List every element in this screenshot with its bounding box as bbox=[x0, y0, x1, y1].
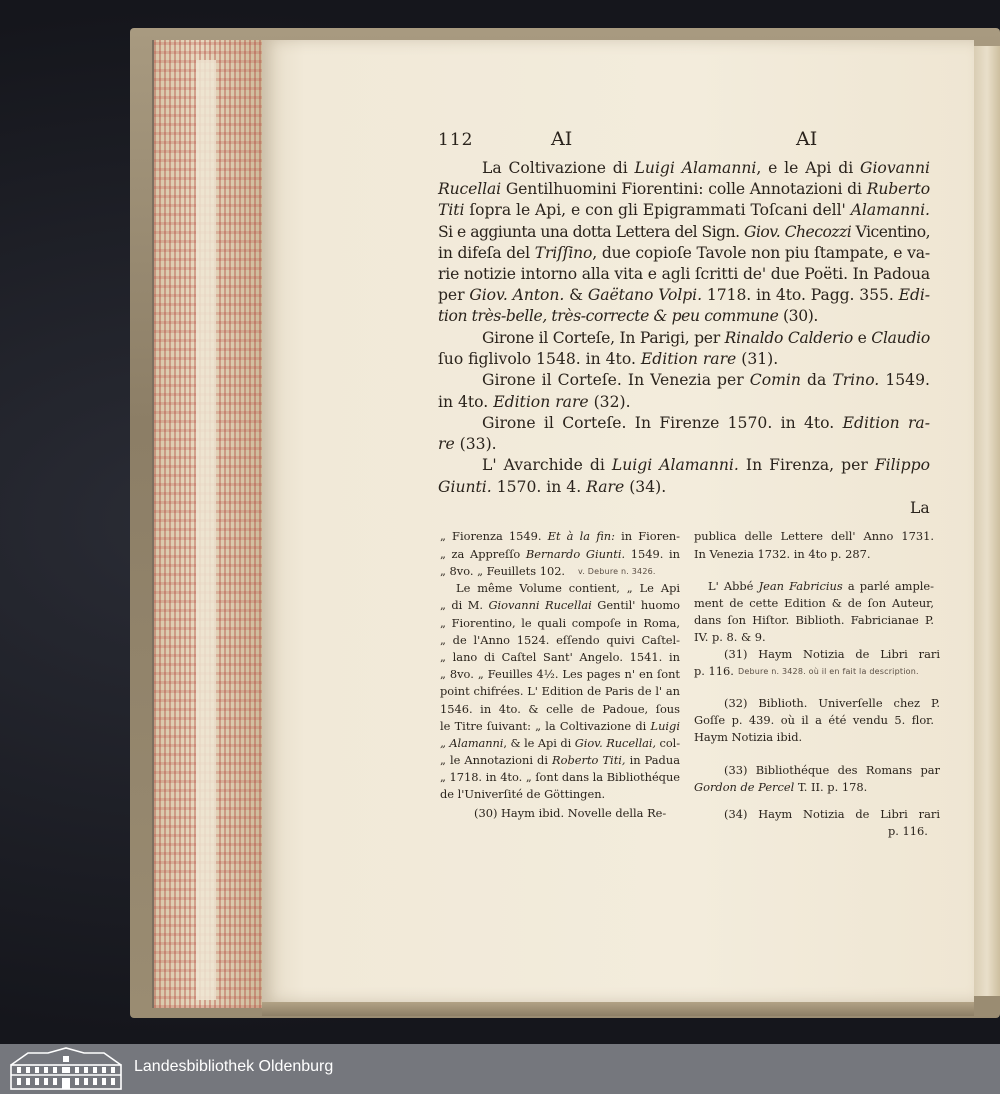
footnote-right-segment: In Venezia 1732. in 4to p. 287. bbox=[694, 547, 871, 561]
main-text-segment: (34). bbox=[624, 478, 667, 496]
footnote-left-line bbox=[440, 546, 680, 564]
footnote-right-segment: T. II. p. 178. bbox=[794, 780, 868, 794]
main-text-segment: e bbox=[852, 329, 872, 347]
main-text-segment: Si e aggiunta una dotta Lettera del Sign. bbox=[438, 223, 745, 241]
footnote-left-segment: „ Fiorenza 1549. bbox=[440, 529, 548, 543]
main-text-line bbox=[438, 306, 818, 327]
main-text-segment: Gaëtano Volpi. bbox=[587, 286, 702, 304]
main-text-segment: per bbox=[438, 286, 470, 304]
footnote-right-line bbox=[694, 629, 766, 647]
main-text-segment: Giov. Checozzi bbox=[744, 223, 852, 241]
footnote-right-segment: (34) Haym Notizia de Libri rari bbox=[724, 807, 940, 821]
main-text-segment: Rinaldo Calderio bbox=[724, 329, 853, 347]
footnote-left-line bbox=[440, 615, 680, 633]
footnote-left-segment: „ lano di Caſtel Sant' Angelo. 1541. in bbox=[440, 650, 680, 664]
footnote-left-segment: „ 1718. in 4to. „ ſont dans la Bibliothéque bbox=[440, 770, 680, 784]
main-text-segment: Vicentino, bbox=[851, 223, 931, 241]
footnote-right-segment: p. 116. bbox=[694, 664, 734, 678]
footnote-right-line bbox=[694, 663, 734, 681]
main-text-line bbox=[438, 243, 930, 264]
footnote-left-line bbox=[440, 666, 680, 684]
footnote-left-segment: „ 8vo. „ Feuilles 4½. Les pages n' en ſont bbox=[440, 667, 680, 681]
footnote-right-line bbox=[694, 729, 802, 747]
main-text-segment: Luigi Alamanni bbox=[634, 159, 757, 177]
footnote-right-segment: (31) Haym Notizia de Libri rari bbox=[724, 647, 940, 661]
main-text-segment: La bbox=[910, 499, 930, 517]
main-text-segment: ſopra le Api, e con gli Epigrammati Toſcani dell' bbox=[464, 201, 851, 219]
main-text-segment: Claudio bbox=[871, 329, 931, 347]
footnote-left-segment: „ le Annotazioni di bbox=[440, 753, 553, 767]
main-text-segment: , e le Api di bbox=[756, 159, 860, 177]
main-text-segment: in 4to. bbox=[438, 393, 494, 411]
footnote-left-line bbox=[456, 580, 680, 598]
footnote-left-segment: „ 8vo. „ Feuillets 102. bbox=[440, 564, 566, 578]
footnote-left-line bbox=[440, 528, 680, 546]
main-text-line bbox=[482, 328, 930, 349]
main-text-segment: Luigi Alamanni. bbox=[611, 456, 739, 474]
main-text-line bbox=[910, 498, 930, 519]
main-text-segment: da bbox=[800, 371, 833, 389]
main-text-segment: (30). bbox=[778, 307, 818, 325]
footnote-left-segment: „ di M. bbox=[440, 598, 489, 612]
footnote-left-line bbox=[440, 769, 680, 787]
main-text-segment: Giovanni bbox=[859, 159, 930, 177]
footnote-left-segment: Et à la fin: bbox=[547, 529, 615, 543]
page-number: 112 bbox=[438, 130, 474, 150]
main-text-segment: Rare bbox=[586, 478, 625, 496]
footnote-left-segment: Luigi bbox=[650, 719, 680, 733]
main-text-segment: Rucellai bbox=[438, 180, 502, 198]
main-text-line bbox=[438, 434, 497, 455]
main-text-line bbox=[438, 200, 930, 221]
footnote-right-segment: ment de cette Edition & de ſon Auteur, bbox=[694, 596, 934, 610]
main-text-line bbox=[438, 477, 666, 498]
main-text-line bbox=[438, 179, 930, 200]
page-edge-leaf bbox=[196, 60, 216, 1000]
footnote-right-segment: Gordon de Percel bbox=[694, 780, 795, 794]
footnote-right-segment: a parlé ample- bbox=[842, 579, 934, 593]
main-text-line bbox=[438, 285, 930, 306]
footnote-left-segment: „ Alamanni bbox=[440, 736, 504, 750]
bottom-board bbox=[262, 1000, 974, 1016]
footnote-right-segment: p. 116. bbox=[888, 824, 928, 838]
footnote-left-segment: Bernardo Giunti. bbox=[525, 547, 626, 561]
main-text-line bbox=[438, 349, 778, 370]
main-text-segment: Edition rare bbox=[493, 393, 589, 411]
footnote-right-line bbox=[694, 779, 867, 797]
main-text-line bbox=[482, 370, 930, 391]
footnote-right-line bbox=[708, 578, 934, 596]
footer-bar bbox=[0, 1044, 1000, 1094]
main-text-segment: Edition ra- bbox=[842, 414, 930, 432]
footnote-left-segment: , & le Api di bbox=[503, 736, 575, 750]
main-text-segment: Edi- bbox=[898, 286, 931, 304]
footnote-left-segment: 1546. in 4to. & celle de Padoue, ſous bbox=[440, 702, 680, 716]
main-text-segment: Giov. Anton. bbox=[469, 286, 565, 304]
footnote-right-line bbox=[724, 762, 940, 780]
footnote-left-segment: „ Fiorentino, le quali compoſe in Roma, bbox=[440, 616, 680, 630]
footnote-left-segment: „ de l'Anno 1524. eſſendo quivi Caſtel- bbox=[440, 633, 680, 647]
main-text-segment: Girone il Corteſe. In Firenze 1570. in 4to. bbox=[482, 414, 843, 432]
main-text-segment: 1548. in 4to. bbox=[531, 350, 641, 368]
footnote-left-segment: 1549. in bbox=[625, 547, 680, 561]
footnote-left-line bbox=[440, 735, 680, 753]
footer-label: Landesbibliothek Oldenburg bbox=[134, 1058, 334, 1075]
main-text-segment: (31). bbox=[736, 350, 779, 368]
footnote-left-line bbox=[440, 683, 680, 701]
main-text-segment: La Coltivazione di bbox=[482, 159, 635, 177]
footnote-left-segment: Le même Volume contient, „ Le Api bbox=[456, 581, 680, 595]
main-text-segment: Edition rare bbox=[640, 350, 737, 368]
footnote-left-line bbox=[474, 805, 666, 823]
footnote-left-segment: in Fioren- bbox=[614, 529, 680, 543]
running-head-right: AI bbox=[796, 128, 818, 150]
footnote-right-segment: (32) Biblioth. Univerſelle chez P. bbox=[724, 696, 940, 710]
footnote-right-line bbox=[694, 712, 934, 730]
main-text-line bbox=[482, 413, 930, 434]
footnote-left-line bbox=[440, 632, 680, 650]
library-building-icon bbox=[8, 1047, 124, 1091]
main-text-segment: L' Avarchide di bbox=[482, 456, 612, 474]
right-page-edge bbox=[974, 46, 1000, 996]
handwritten-note-right: Debure n. 3428. où il en fait la description. bbox=[738, 667, 919, 676]
main-text-segment: Girone il Corteſe, In Parigi, per bbox=[482, 329, 725, 347]
footnote-left-line bbox=[440, 718, 680, 736]
footnote-right-line bbox=[694, 612, 934, 630]
footnote-left-line bbox=[440, 563, 565, 581]
main-text-segment: Triſſino bbox=[534, 244, 593, 262]
footnote-right-segment: dans ſon Hiſtor. Biblioth. Fabricianae P. bbox=[694, 613, 934, 627]
footnote-left-line bbox=[440, 786, 605, 804]
main-text-segment: Filippo bbox=[874, 456, 930, 474]
main-text-segment: in difeſa del bbox=[438, 244, 535, 262]
footnote-left-segment: Gentil' huomo bbox=[591, 598, 681, 612]
main-text-segment: ſuo figlivolo bbox=[438, 350, 532, 368]
footnote-right-line bbox=[724, 695, 940, 713]
main-text-segment: 1570. in 4. bbox=[491, 478, 587, 496]
footnote-right-line bbox=[694, 546, 871, 564]
main-text-segment: 1549. bbox=[879, 371, 930, 389]
main-text-segment: Alamanni. bbox=[850, 201, 930, 219]
footnote-left-line bbox=[440, 649, 680, 667]
footnote-left-segment: Giov. Rucellai, bbox=[574, 736, 656, 750]
footnote-right-segment: (33) Bibliothéque des Romans par bbox=[724, 763, 940, 777]
main-text-segment: Ruberto bbox=[866, 180, 930, 198]
footnote-left-line bbox=[440, 597, 680, 615]
main-text-line bbox=[482, 455, 930, 476]
main-text-segment: & bbox=[564, 286, 588, 304]
footnote-left-segment: de l'Univerſité de Göttingen. bbox=[440, 787, 606, 801]
main-text-segment: , due copioſe Tavole non piu ſtampate, e va- bbox=[592, 244, 931, 262]
footnote-left-segment: (30) Haym ibid. Novelle della Re- bbox=[474, 806, 667, 820]
main-text-segment: (32). bbox=[588, 393, 631, 411]
footnote-right-segment: Haym Notizia ibid. bbox=[694, 730, 803, 744]
footnote-left-line bbox=[440, 701, 680, 719]
footnote-right-line bbox=[724, 646, 940, 664]
footnote-right-segment: Jean Fabricius bbox=[758, 579, 843, 593]
main-text-segment: Gentilhuomini Fiorentini: colle Annotazioni di bbox=[501, 180, 867, 198]
footnote-right-line bbox=[888, 823, 928, 841]
footnote-right-line bbox=[724, 806, 940, 824]
footnote-left-segment: Giovanni Rucellai bbox=[488, 598, 592, 612]
main-text-segment: 1718. in 4to. Pagg. 355. bbox=[701, 286, 899, 304]
footnote-right-line bbox=[694, 528, 934, 546]
main-text-segment: Giunti. bbox=[438, 478, 492, 496]
footnote-left-segment: in Padua bbox=[625, 753, 680, 767]
footnote-left-segment: le Titre ſuivant: „ la Coltivazione di bbox=[440, 719, 651, 733]
main-text-line bbox=[438, 264, 930, 285]
main-text-segment: Comin bbox=[749, 371, 801, 389]
main-text-line bbox=[438, 392, 631, 413]
main-text-segment: re bbox=[438, 435, 455, 453]
footnote-right-segment: Goſſe p. 439. où il a été vendu 5. flor. bbox=[694, 713, 934, 727]
main-text-line bbox=[482, 158, 930, 179]
footnote-left-segment: „ za Appreſſo bbox=[440, 547, 526, 561]
footnote-right-segment: IV. p. 8. & 9. bbox=[694, 630, 766, 644]
footnote-left-segment: point chifrées. L' Edition de Paris de l' an bbox=[440, 684, 680, 698]
main-text-segment: (33). bbox=[454, 435, 497, 453]
footnote-right-segment: L' Abbé bbox=[708, 579, 759, 593]
footnote-left-line bbox=[440, 752, 680, 770]
running-head-left: AI bbox=[551, 128, 573, 150]
footnote-left-segment: Roberto Titi, bbox=[552, 753, 626, 767]
main-text-segment: In Firenza, per bbox=[738, 456, 875, 474]
handwritten-note-left: v. Debure n. 3426. bbox=[578, 567, 656, 576]
main-text-segment: rie notizie intorno alla vita e agli ſcritti de' due Poëti. In Padoua bbox=[438, 265, 930, 283]
footnote-left-segment: col- bbox=[656, 736, 680, 750]
main-text-segment: Trino. bbox=[832, 371, 880, 389]
main-text-segment: Girone il Corteſe. In Venezia per bbox=[482, 371, 750, 389]
footnote-right-line bbox=[694, 595, 934, 613]
main-text-segment: Titi bbox=[438, 201, 465, 219]
footnote-right-segment: publica delle Lettere dell' Anno 1731. bbox=[694, 529, 934, 543]
main-text-line bbox=[438, 222, 930, 243]
main-text-segment: tion très-belle, très-correcte & peu commune bbox=[438, 307, 779, 325]
